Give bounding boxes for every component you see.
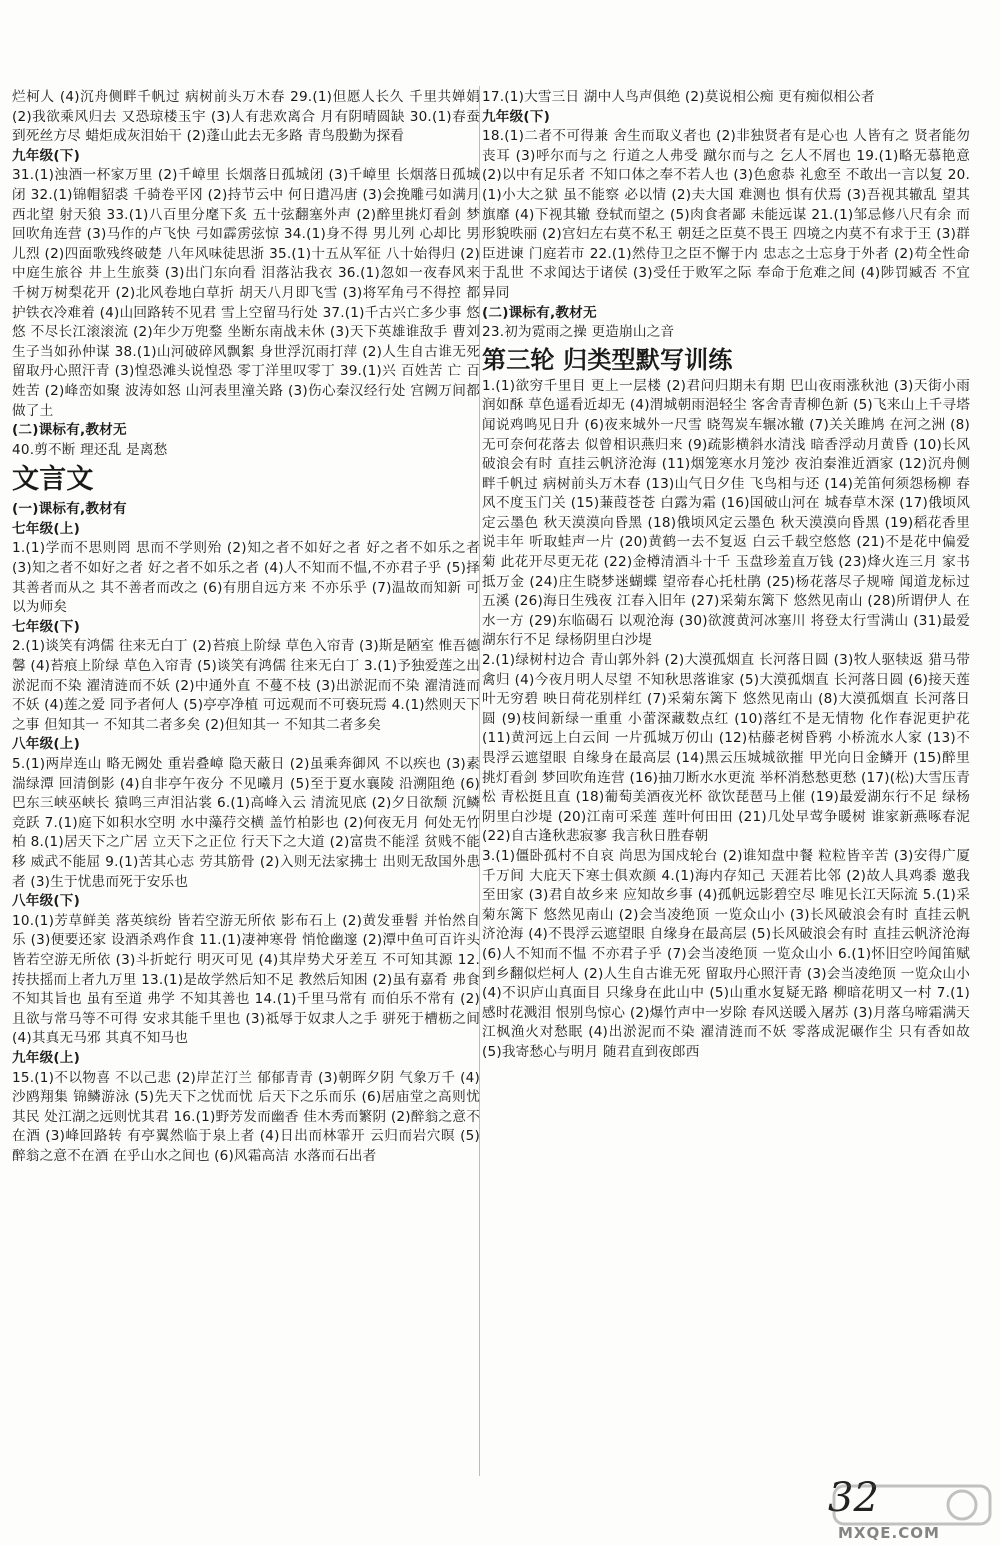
answer-paragraph: 3.(1)僵卧孤村不自哀 尚思为国戍轮台 (2)谁知盘中餐 粒粒皆辛苦 (3)安得广厦千万间 大庇天下寒士俱欢颜 4.(1)海内存知己 天涯若比邻 (2)故人具鸡黍 邀我至田家 (3)君自故乡来 应知故乡事 (4)孤帆远影碧空尽 唯见长江天际流 5.(1)采菊东篱下 悠然见南山 (2)会当凌绝顶 一览众山小 (3)长风破浪会有时 直挂云帆济沧海 (4)不畏浮云遮望眼 自缘身在最高层 (5)长风破浪会有时 直挂云帆济沧海 (6)人不知而不愠 不亦君子乎 (7)会当凌绝顶 一览众山小 6.(1)怀旧空吟闻笛赋 到乡翻似烂柯人 (2)人生自古谁无死 留取丹心照汗青 (3)会当凌绝顶 一览众山小 (4)不识庐山真面目 只缘身在此山中 (5)山重水复疑无路 柳暗花明又一村 7.(1)感时花溅泪 恨别鸟惊心 (2)爆竹声中一岁除 春风送暖入屠苏 (3)月落乌啼霜满天 江枫渔火对愁眠 (4)出淤泥而不染 濯清涟而不妖 零落成泥碾作尘 只有香如故 (5)我寄愁心与明月 随君直到夜郎西 (482, 847, 970, 1060)
answer-paragraph: 2.(1)绿树村边合 青山郭外斜 (2)大漠孤烟直 长河落日圆 (3)牧人驱犊返 猎马带禽归 (4)今夜月明人尽望 不知秋思落谁家 (5)大漠孤烟直 长河落日圆 (6)接天莲叶无穷碧 映日荷花别样红 (7)采菊东篱下 悠然见南山 (8)大漠孤烟直 长河落日圆 (9)枝间新绿一重重 小蕾深藏数点红 (10)落红不是无情物 化作春泥更护花 (11)黄河远上白云间 一片孤城万仞山 (12)枯藤老树昏鸦 小桥流水人家 (13)不畏浮云遮望眼 自缘身在最高层 (14)黑云压城城欲摧 甲光向日金鳞开 (15)醉里挑灯看剑 梦回吹角连营 (16)抽刀断水水更流 举杯消愁愁更愁 (17)(松)大雪压青松 青松挺且直 (18)葡萄美酒夜光杯 欲饮琵琶马上催 (19)最爱湖东行不足 绿杨阴里白沙堤 (20)江南可采莲 莲叶何田田 (21)几处早莺争暖树 谁家新燕啄春泥 (22)自古逢秋悲寂寥 我言秋日胜春朝 (482, 652, 970, 845)
answer-paragraph: 10.(1)芳草鲜美 落英缤纷 皆若空游无所依 影布石上 (2)黄发垂髫 并怡然自乐 (3)便要还家 设酒杀鸡作食 11.(1)凄神寒骨 悄怆幽邃 (2)潭中鱼可百许头 皆若空游无所依 (3)斗折蛇行 明灭可见 (4)其岸势犬牙差互 不可知其源 12.抟扶摇而上者九万里 13.(1)是故学然后知不足 教然后知困 (2)虽有嘉肴 弗食 不知其旨也 虽有至道 弗学 不知其善也 14.(1)千里马常有 而伯乐不常有 (2)且欲与常马等不可得 安求其能千里也 (3)祗辱于奴隶人之手 骈死于槽枥之间 (4)其真无马邪 其真不知马也 (12, 912, 480, 1047)
right-column (482, 88, 970, 1063)
grade-heading: 七年级(上) (12, 520, 81, 537)
subsection-heading: (二)课标有,教材无 (482, 304, 597, 321)
subsection-heading: (二)课标有,教材无 (12, 422, 127, 439)
section-title: 第三轮 归类型默写训练 (482, 344, 733, 374)
watermark-text: MXQE.COM (838, 1524, 940, 1542)
answer-paragraph: 23.初为霓雨之操 更造崩山之音 (482, 324, 675, 341)
grade-heading: 九年级(下) (12, 147, 81, 164)
subsection-heading: (一)课标有,教材有 (12, 501, 127, 518)
answer-paragraph: 17.(1)大雪三日 湖中人鸟声俱绝 (2)莫说相公痴 更有痴似相公者 (482, 89, 875, 105)
grade-heading: 八年级(下) (12, 893, 81, 910)
answer-paragraph: 烂柯人 (4)沉舟侧畔千帆过 病树前头万木春 29.(1)但愿人长久 千里共婵娟 (2)我欲乘风归去 又恐琼楼玉宇 (3)人有悲欢离合 月有阴晴圆缺 30.(1)春蚕到死丝方尽 蜡炬成灰泪始干 (2)蓬山此去无多路 青鸟殷勤为探看 (12, 89, 480, 145)
answer-paragraph: 31.(1)浊酒一杯家万里 (2)千嶂里 长烟落日孤城闭 (3)千嶂里 长烟落日孤城闭 32.(1)锦帽貂裘 千骑卷平冈 (2)持节云中 何日遣冯唐 (3)会挽雕弓如满月 西北望 射天狼 33.(1)八百里分麾下炙 五十弦翻塞外声 (2)醉里挑灯看剑 梦回吹角连营 (3)马作的卢飞快 弓如霹雳弦惊 34.(1)身不得 男儿列 心却比 男儿烈 (2)四面歌残终破楚 八年风味徒思浙 35.(1)十五从军征 八十始得归 (2)中庭生旅谷 井上生旅葵 (3)出门东向看 泪落沾我衣 36.(1)忽如一夜春风来 千树万树梨花开 (2)北风卷地白草折 胡天八月即飞雪 (3)将军角弓不得控 都护铁衣冷难着 (4)山回路转不见君 雪上空留马行处 37.(1)千古兴亡多少事 悠悠 不尽长江滚滚流 (2)年少万兜鍪 坐断东南战未休 (3)天下英雄谁敌手 曹刘 生子当如孙仲谋 38.(1)山河破碎风飘絮 身世浮沉雨打萍 (2)人生自古谁无死 留取丹心照汗青 (3)惶恐滩头说惶恐 零丁洋里叹零丁 39.(1)兴 百姓苦 亡 百姓苦 (2)峰峦如聚 波涛如怒 山河表里潼关路 (3)伤心秦汉经行处 宫阙万间都做了土 (12, 167, 480, 419)
section-title: 文言文 (12, 464, 94, 496)
answer-paragraph: 5.(1)两岸连山 略无阙处 重岩叠嶂 隐天蔽日 (2)虽乘奔御风 不以疾也 (3)素湍绿潭 回清倒影 (4)自非亭午夜分 不见曦月 (5)至于夏水襄陵 沿溯阻绝 (6)巴东三峡巫峡长 猿鸣三声泪沾裳 6.(1)高峰入云 清流见底 (2)夕日欲颓 沉鳞竞跃 7.(1)庭下如积水空明 水中藻荇交横 盖竹柏影也 (2)何夜无月 何处无竹柏 8.(1)居天下之广居 立天下之正位 行天下之大道 (2)富贵不能淫 贫贱不能移 威武不能屈 9.(1)苦其心志 劳其筋骨 (2)入则无法家拂士 出则无敌国外患者 (3)生于忧患而死于安乐也 (12, 756, 480, 890)
answer-paragraph: 18.(1)二者不可得兼 舍生而取义者也 (2)非独贤者有是心也 人皆有之 贤者能勿丧耳 (3)呼尔而与之 行道之人弗受 蹴尔而与之 乞人不屑也 19.(1)略无慕艳意 (2)以中有足乐者 不知口体之奉不若人也 (3)色愈恭 礼愈至 不敢出一言以复 20.(1)小大之狱 虽不能察 必以情 (2)夫大国 难测也 惧有伏焉 (3)吾视其辙乱 望其旗靡 (4)下视其辙 登轼而望之 (5)肉食者鄙 未能远谋 21.(1)邹忌修八尺有余 而形貌昳丽 (2)宫妇左右莫不私王 朝廷之臣莫不畏王 四境之内莫不有求于王 (3)群臣进谏 门庭若市 22.(1)然侍卫之臣不懈于内 忠志之士忘身于外者 (2)苟全性命于乱世 不求闻达于诸侯 (3)受任于败军之际 奉命于危难之间 (4)陟罚臧否 不宜异同 (482, 128, 970, 301)
answer-paragraph: 1.(1)欲穷千里目 更上一层楼 (2)君问归期未有期 巴山夜雨涨秋池 (3)天街小雨润如酥 草色遥看近却无 (4)渭城朝雨浥轻尘 客舍青青柳色新 (5)飞来山上千寻塔 闻说鸡鸣见日升 (6)夜来城外一尺雪 晓驾炭车辗冰辙 (7)关关雎鸠 在河之洲 (8)无可奈何花落去 似曾相识燕归来 (9)疏影横斜水清浅 暗香浮动月黄昏 (10)长风破浪会有时 直挂云帆济沧海 (11)烟笼寒水月笼沙 夜泊秦淮近酒家 (12)沉舟侧畔千帆过 病树前头万木春 (13)山气日夕佳 飞鸟相与还 (14)羌笛何须怨杨柳 春风不度玉门关 (15)蒹葭苍苍 白露为霜 (16)国破山河在 城春草木深 (17)俄顷风定云墨色 秋天漠漠向昏黑 (18)俄顷风定云墨色 秋天漠漠向昏黑 (19)稻花香里说丰年 听取蛙声一片 (20)黄鹤一去不复返 白云千载空悠悠 (21)不是花中偏爱菊 此花开尽更无花 (22)金樽清酒斗十千 玉盘珍羞直万钱 (23)烽火连三月 家书抵万金 (24)庄生晓梦迷蝴蝶 望帝春心托杜鹃 (25)杨花落尽子规啼 闻道龙标过五溪 (26)海日生残夜 江春入旧年 (27)采菊东篱下 悠然见南山 (28)所谓伊人 在水一方 (29)东临碣石 以观沧海 (30)欲渡黄河冰塞川 将登太行雪满山 (31)最爱湖东行不足 绿杨阴里白沙堤 (482, 377, 970, 649)
page-number: 32 (828, 1475, 879, 1521)
left-column (12, 88, 480, 1166)
answer-paragraph: 15.(1)不以物喜 不以己悲 (2)岸芷汀兰 郁郁青青 (3)朝晖夕阴 气象万千 (4)沙鸥翔集 锦鳞游泳 (5)先天下之忧而忧 后天下之乐而乐 (6)居庙堂之高则忧其民 处江湖之远则忧其君 16.(1)野芳发而幽香 佳木秀而繁阴 (2)醉翁之意不在酒 (3)峰回路转 有亭翼然临于泉上者 (4)日出而林霏开 云归而岩穴暝 (5)醉翁之意不在酒 在乎山水之间也 (6)风霜高洁 水落而石出者 (12, 1069, 480, 1164)
grade-heading: 九年级(下) (482, 108, 551, 125)
grade-heading: 九年级(上) (12, 1049, 81, 1066)
grade-heading: 八年级(上) (12, 736, 81, 753)
answer-paragraph: 40.剪不断 理还乱 是离愁 (12, 441, 168, 458)
grade-heading: 七年级(下) (12, 618, 81, 635)
answer-paragraph: 2.(1)谈笑有鸿儒 往来无白丁 (2)苔痕上阶绿 草色入帘青 (3)斯是陋室 惟吾德馨 (4)苔痕上阶绿 草色入帘青 (5)谈笑有鸿儒 往来无白丁 3.(1)予独爱莲之出淤泥而不染 濯清涟而不妖 (2)中通外直 不蔓不枝 (3)出淤泥而不染 濯清涟而不妖 (4)莲之爱 同予者何人 (5)亭亭净植 可远观而不可亵玩焉 4.(1)然则天下之事 但知其一 不知其二者多矣 (2)但知其一 不知其二者多矣 (12, 638, 480, 733)
answer-paragraph: 1.(1)学而不思则罔 思而不学则殆 (2)知之者不如好之者 好之者不如乐之者 (3)知之者不如好之者 好之者不如乐之者 (4)人不知而不愠,不亦君子乎 (5)择其善者而从之 其不善者而改之 (6)有朋自远方来 不亦乐乎 (7)温故而知新 可以为师矣 (12, 540, 480, 616)
